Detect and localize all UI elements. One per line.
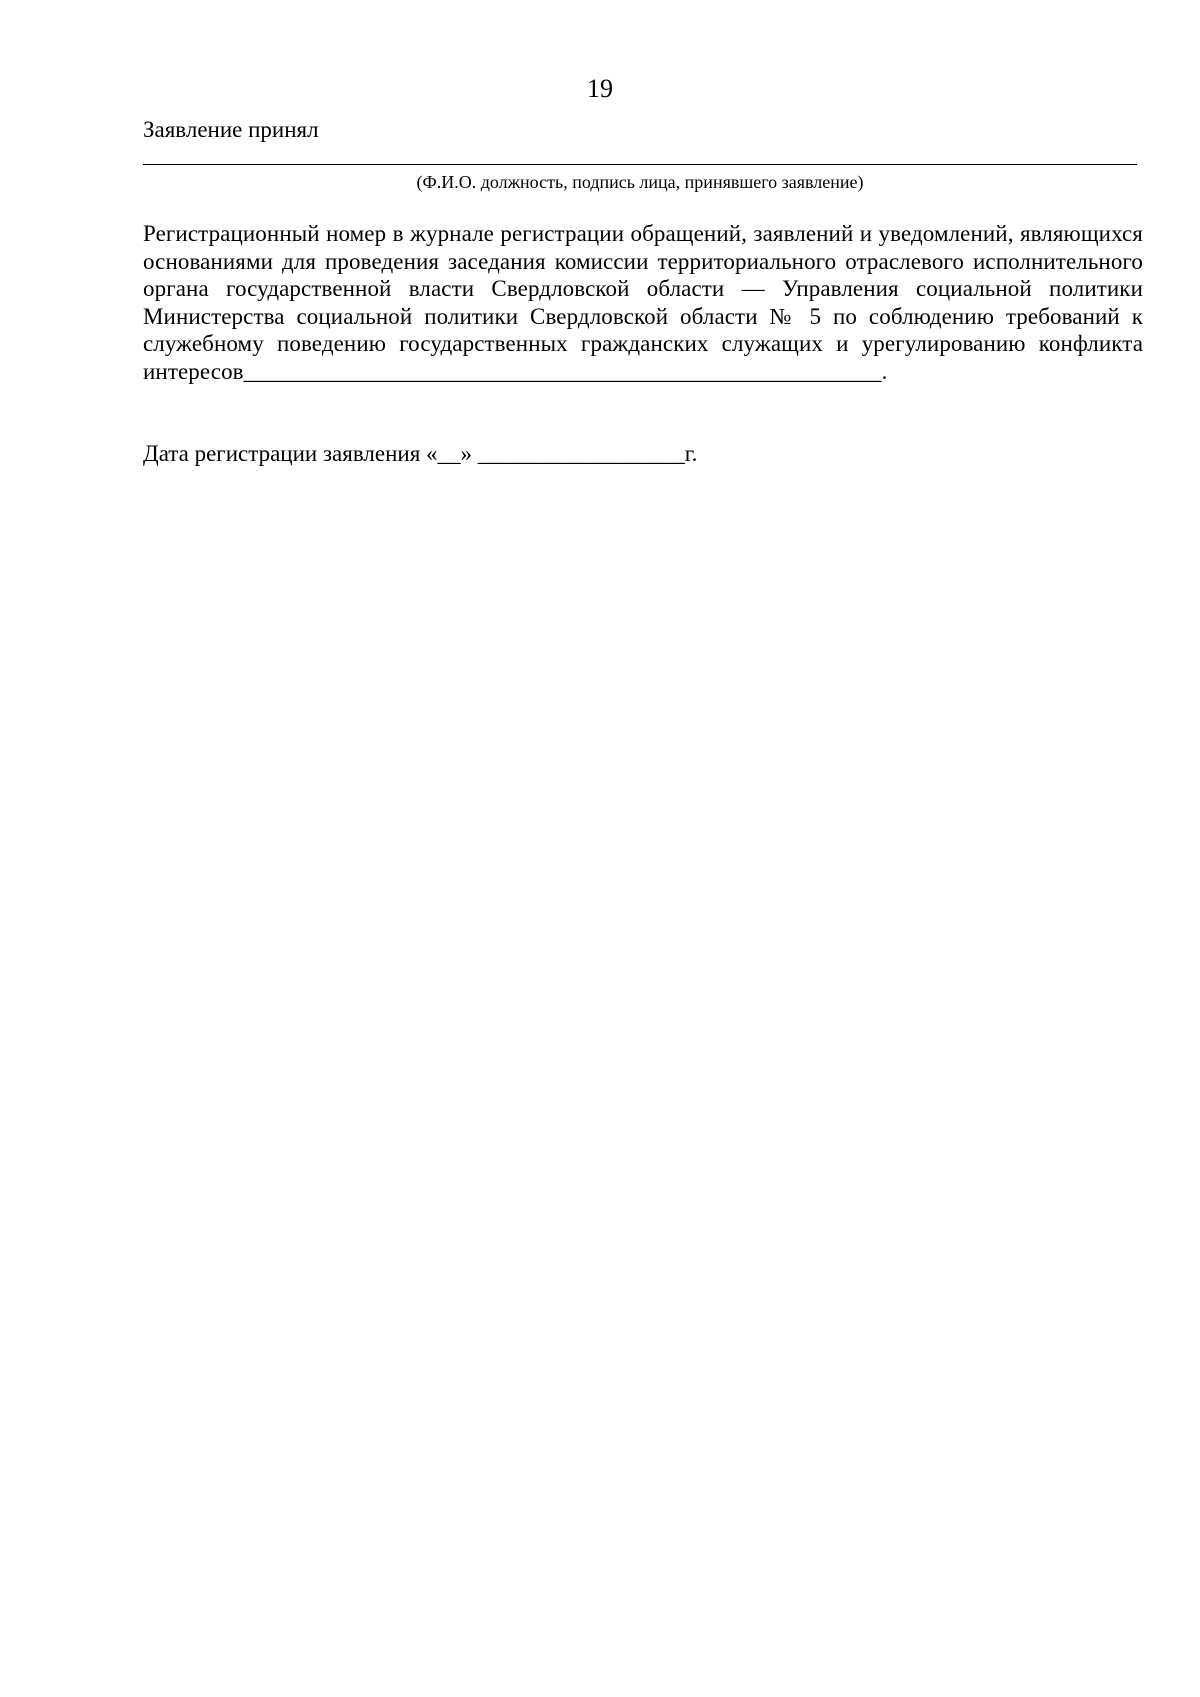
registration-date-line: Дата регистрации заявления «__» __________________г. bbox=[143, 441, 698, 466]
signature-line bbox=[143, 164, 1137, 165]
accepted-by-label: Заявление принял bbox=[143, 117, 319, 142]
registration-number-paragraph: Регистрационный номер в журнале регистрации обращений, заявлений и уведомлений, являющихся основаниями для проведения заседания комиссии территориального отраслевого исполнительного органа государственной власти Свердловской области — Управления социальной политики Министерства социальной политики Свердловской области № 5 по соблюдению требований к служебному поведению государственных гражданских служащих и урегулированию конфликта интересов_______________________________________________________. bbox=[143, 221, 1143, 384]
signature-caption: (Ф.И.О. должность, подпись лица, принявшего заявление) bbox=[416, 172, 864, 192]
page-number: 19 bbox=[587, 74, 613, 103]
